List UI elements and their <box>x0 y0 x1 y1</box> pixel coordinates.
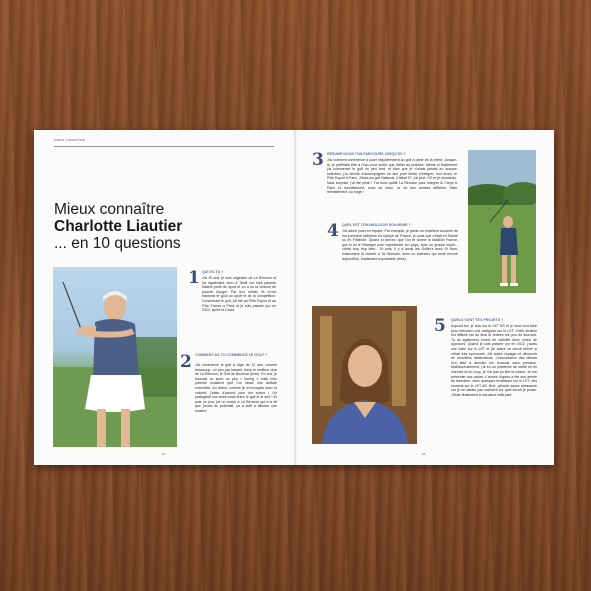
question-body-4: J'ai adoré jouer en équipe. Par exemple, je garde un excellent souvenir de ma première sélection en équipe de France, je crois que c'était en Suède ou en Finlande. Quand tu arrives, que l'on te donne la dotation France, que tu es à l'étranger pour représenter ton pays, avec un groupe super... c'était trop trop bien... Et puis, il y a aussi les Golfer's avec St Nom, notamment la victoire à St Germain, avec un scénario qui reste encore aujourd'hui, totalement improbable (rires). <box>342 229 458 261</box>
header-rule <box>54 146 274 147</box>
question-title-4: QUEL EST TON MEILLEUR SOUVENIR ? <box>342 223 411 227</box>
question-number-1: 1 <box>188 268 200 288</box>
question-title-3: RÉSUME NOUS TON PARCOURS JUSQU'ICI ? <box>327 152 406 156</box>
portrait-photo <box>312 306 417 444</box>
question-number-3: 3 <box>312 150 324 170</box>
title-line-3: ... en 10 questions <box>54 235 181 252</box>
question-body-3: J'ai vraiment commencé à jouer régulièrement au golf à partir de la 4ème. Jusque-là, je préférais être à l'eau pour surfer que d'aller au practice. Même si finalement j'ai commencé le golf un peu tard, et bien que je n'avais jamais eu aucune sélection, j'ai décidé d'accompagner un ami pour tenter d'intégrer, moi aussi, le Pôle Espoir à Paris. J'étais au golf National, il fallait 07, j'ai joué +20 et je réussirais. Mais surprise, j'ai été prise ! J'ai donc quitté La Réunion pour intégrer le Creps à Paris et honnêtement, avec du recul, ce fut des années difficiles. Mais mentalement, ça forge ! <box>327 158 457 195</box>
question-title-1: QUI ES-TU ? <box>202 270 224 274</box>
title-line-2: Charlotte Liautier <box>54 218 183 235</box>
golfer-swing-photo <box>53 267 177 447</box>
page-fold <box>293 130 297 465</box>
running-head: MIEUX CONNAÎTRE <box>54 138 86 142</box>
question-body-2: J'ai commencé le golf à l'âge de 12 ans, comme beaucoup, un peu par hasard, dans le meilleur club de La Réunion, le Golf de Bourbon (rires). En vrai, je trouvais ce sport un peu « boring » mais mes parents voulaient que l'on fasse une activité ensemble. Au début, comme je m'ennuyais avec la volonté, j'étais d'accord pour les suivre ! On partageait nos week-ends entre le golf et le surf ! Et puis un jour, j'ai un coach à La Réunion qui m'a dit que j'avais du potentiel, ça a suffi à allumer une lumière. <box>195 363 277 413</box>
article-title <box>54 201 254 252</box>
title-line-1: Mieux connaître <box>54 201 165 218</box>
folio-right: 68 <box>422 452 426 456</box>
question-title-2: COMMENT AS-TU COMMENCÉ LE GOLF ? <box>195 353 268 357</box>
question-body-5: Aujourd'hui, je suis sur le LET AS et je veux tout faire pour retrouver une catégorie sur le LET. Cette division est difficile car au final tu rentres sur peu de tournois. Tu as également moins de visibilité donc moins de sponsors. Quand je suis passée pro en 2022, j'avais une carte sur le LET et j'ai adoré ce circuit même si c'était très éprouvant. J'ai adoré voyager et découvrir de nouvelles destinations. L'insouciance des débuts m'a aidé à aborder les tournois sans pression. Malheureusement, j'ai eu un problème de santé en fin d'année et du coup, je n'ai pas pu finir la saison. Je me présenter aux cartes. L'année d'après a été une année de transition, avec quelques invitations sur le LET, des tournois sur le LET AS. Bref, période assez stressante car je ne savais pas vraiment sur quel circuit je jouais. J'étais finalement à ma place nulle part. <box>451 324 537 397</box>
golfer-follow-through-photo <box>468 150 536 293</box>
folio-left: 66 <box>162 452 166 456</box>
question-number-2: 2 <box>180 352 192 372</box>
question-number-4: 4 <box>327 221 339 241</box>
question-number-5: 5 <box>434 316 446 336</box>
question-body-1: J'ai 25 ans, je suis originaire de La Réunion et j'ai également vécu à Tahiti car mes parents étaient profs de sport et on a eu la chance de pouvoir bouger. Par leur métier, ils m'ont transmis le goût du sport et de la compétition. Concernant le golf, j'ai été au Pôle Espoir et au Pôle France à Paris et je suis passée pro en 2022, après le Covid. <box>202 276 276 313</box>
question-title-5: QUELS SONT TES PROJETS ? <box>451 318 504 322</box>
magazine-spread <box>34 130 554 465</box>
